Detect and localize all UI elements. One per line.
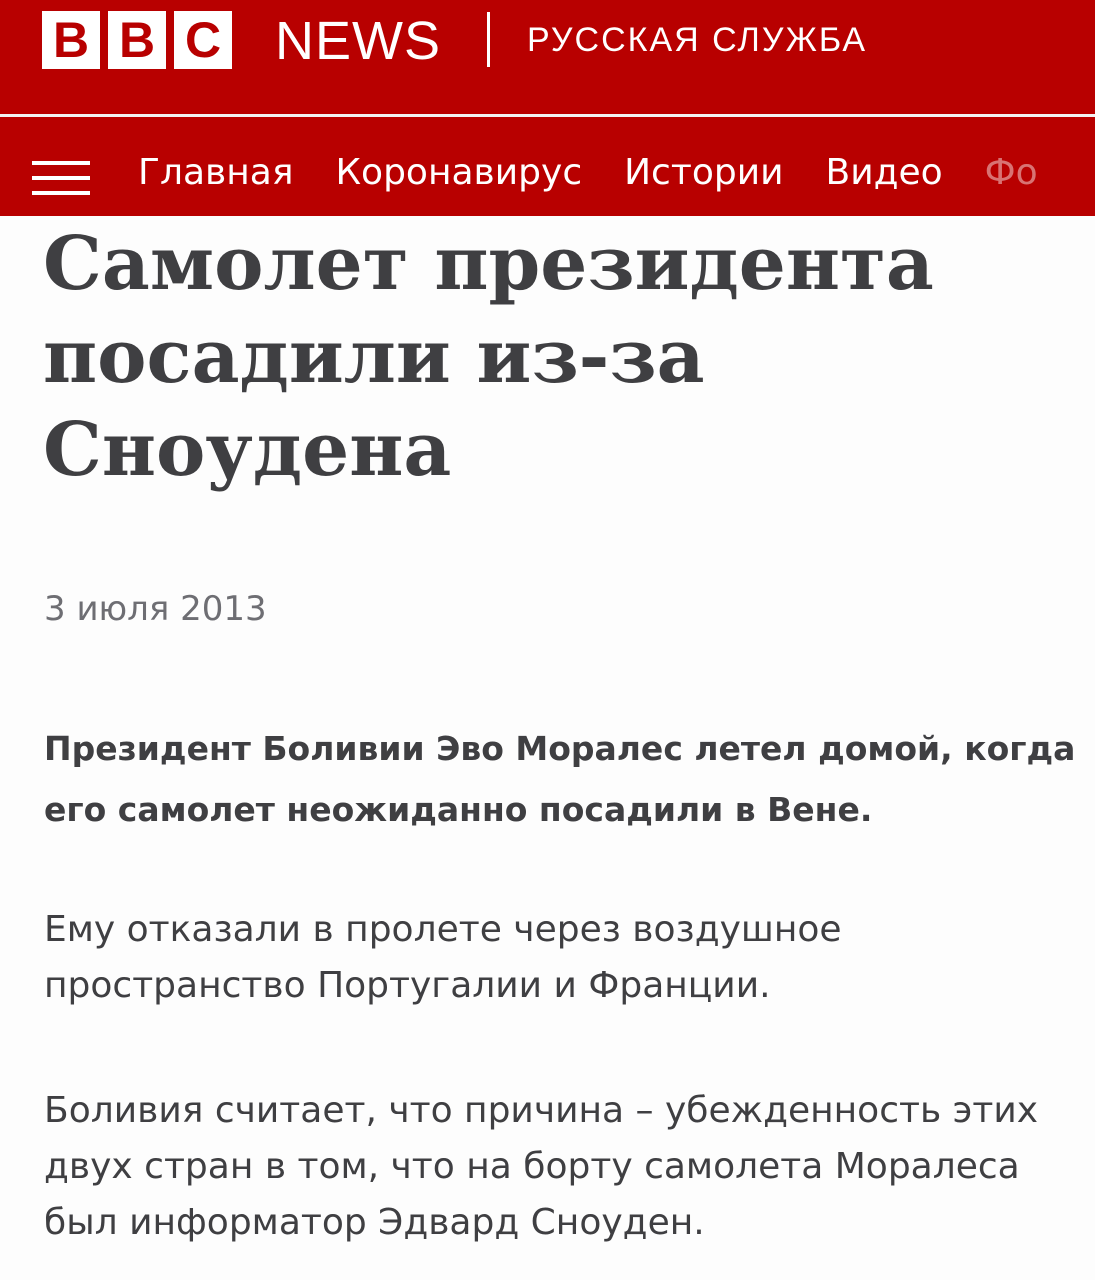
- nav-item-home[interactable]: Главная: [138, 152, 294, 193]
- nav-item-video[interactable]: Видео: [825, 152, 943, 193]
- hamburger-menu-icon[interactable]: [32, 161, 90, 195]
- bbc-logo-letter: C: [174, 11, 232, 69]
- brand-divider: [487, 12, 490, 67]
- main-navigation: [0, 117, 1095, 216]
- site-header: [0, 0, 1095, 114]
- nav-item-photo[interactable]: Фо: [984, 152, 1038, 193]
- article-headline: Самолет президента посадили из-за Сноудена: [43, 221, 934, 493]
- news-wordmark[interactable]: NEWS: [275, 11, 441, 71]
- article-lead: Президент Боливии Эво Моралес летел домой, когда его самолет неожиданно посадили в Вене.: [44, 729, 1076, 829]
- bbc-logo-letter: B: [42, 11, 100, 69]
- article-paragraph: Боливия считает, что причина – убежденность этих двух стран в том, что на борту самолета Моралеса был информатор Эдвард Сноуден.: [44, 1090, 1039, 1243]
- nav-item-coronavirus[interactable]: Коронавирус: [335, 152, 583, 193]
- article-date: 3 июля 2013: [44, 589, 267, 629]
- nav-links: [138, 149, 1080, 197]
- bbc-logo[interactable]: [42, 11, 240, 69]
- bbc-logo-letter: B: [108, 11, 166, 69]
- service-name[interactable]: РУССКАЯ СЛУЖБА: [527, 21, 868, 59]
- nav-item-stories[interactable]: Истории: [624, 152, 784, 193]
- article-paragraph: Ему отказали в пролете через воздушное пространство Португалии и Франции.: [44, 909, 842, 1006]
